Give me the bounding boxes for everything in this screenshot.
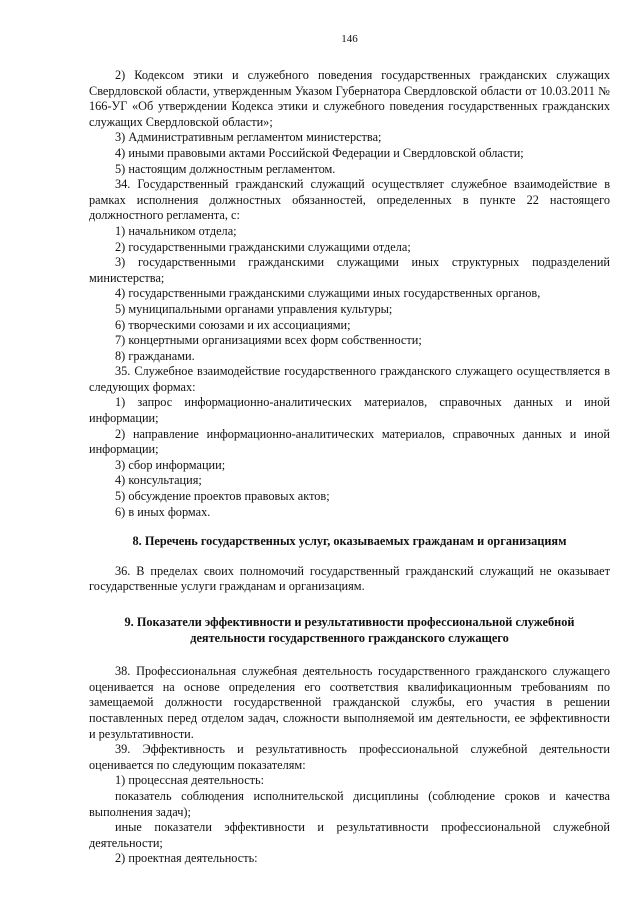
section-8-body [89, 564, 610, 595]
paragraph: 39. Эффективность и результативность профессиональной служебной деятельности оценивается по следующим показателям: [89, 742, 610, 772]
list-item: 3) государственными гражданскими служащими иных структурных подразделений министерства; [89, 255, 610, 285]
list-item: 5) обсуждение проектов правовых актов; [115, 489, 330, 504]
list-item: 4) государственными гражданскими служащими иных государственных органов, [115, 286, 541, 301]
paragraph: 38. Профессиональная служебная деятельность государственного гражданского служащего оценивается на основе определения его соответствия квалификационным требованиям по замещаемой должности государственной гражданской службы, его участия в решении поставленных перед отделом задач, сложности выполняемой им деятельности, ее эффективности и результативности. [89, 664, 610, 741]
list-item: 5) настоящим должностным регламентом. [115, 161, 336, 176]
list-item: 1) процессная деятельность: [115, 773, 265, 788]
section-9-heading-line: 9. Показатели эффективности и результативности профессиональной служебной [124, 615, 575, 629]
list-item: 1) начальником отдела; [115, 223, 237, 238]
section-9-body [89, 664, 610, 867]
list-item: 7) концертными организациями всех форм собственности; [115, 333, 422, 348]
section-8-heading: 8. Перечень государственных услуг, оказываемых гражданам и организациям [132, 534, 567, 549]
list-item: 4) консультация; [115, 473, 202, 488]
list-item: 8) гражданами. [115, 348, 195, 363]
list-item: 3) Административным регламентом министерства; [115, 130, 382, 145]
paragraph: 34. Государственный гражданский служащий осуществляет служебное взаимодействие в рамках исполнения должностных обязанностей, определенных в пункте 22 настоящего должностного регламента, с: [89, 177, 610, 223]
list-item: 3) сбор информации; [115, 457, 226, 472]
list-item: 6) творческими союзами и их ассоциациями; [115, 317, 351, 332]
list-item: 2) проектная деятельность: [115, 851, 258, 866]
list-item: показатель соблюдения исполнительской дисциплины (соблюдение сроков и качества выполнения задач); [89, 788, 610, 819]
list-item: 4) иными правовыми актами Российской Федерации и Свердловской области; [115, 145, 524, 160]
list-item: 1) запрос информационно-аналитических материалов, справочных данных и иной информации; [89, 395, 610, 426]
list-item: иные показатели эффективности и результативности профессиональной служебной деятельности; [89, 820, 610, 850]
page-number: 146 [341, 33, 358, 45]
section-9-heading [89, 615, 610, 646]
paragraph: 35. Служебное взаимодействие государственного гражданского служащего осуществляется в следующих формах: [89, 364, 610, 394]
list-item: 2) направление информационно-аналитических материалов, справочных данных и иной информации; [89, 426, 610, 457]
section-9-heading-line: деятельности государственного гражданского служащего [190, 630, 509, 645]
list-item: 6) в иных формах. [115, 504, 211, 519]
paragraph: 36. В пределах своих полномочий государственный гражданский служащий не оказывает государственные услуги гражданам и организациям. [89, 563, 610, 594]
list-item: 2) государственными гражданскими служащими отдела; [115, 239, 411, 254]
regulation-list-block [89, 68, 610, 520]
paragraph: 2) Кодексом этики и служебного поведения государственных гражданских служащих Свердловской области, утвержденным Указом Губернатора Свердловской области от 10.03.2011 № 166-УГ «Об утверждении Кодекса этики и служебного поведения государственных гражданских служащих Свердловской области»; [89, 68, 610, 129]
list-item: 5) муниципальными органами управления культуры; [115, 301, 393, 316]
